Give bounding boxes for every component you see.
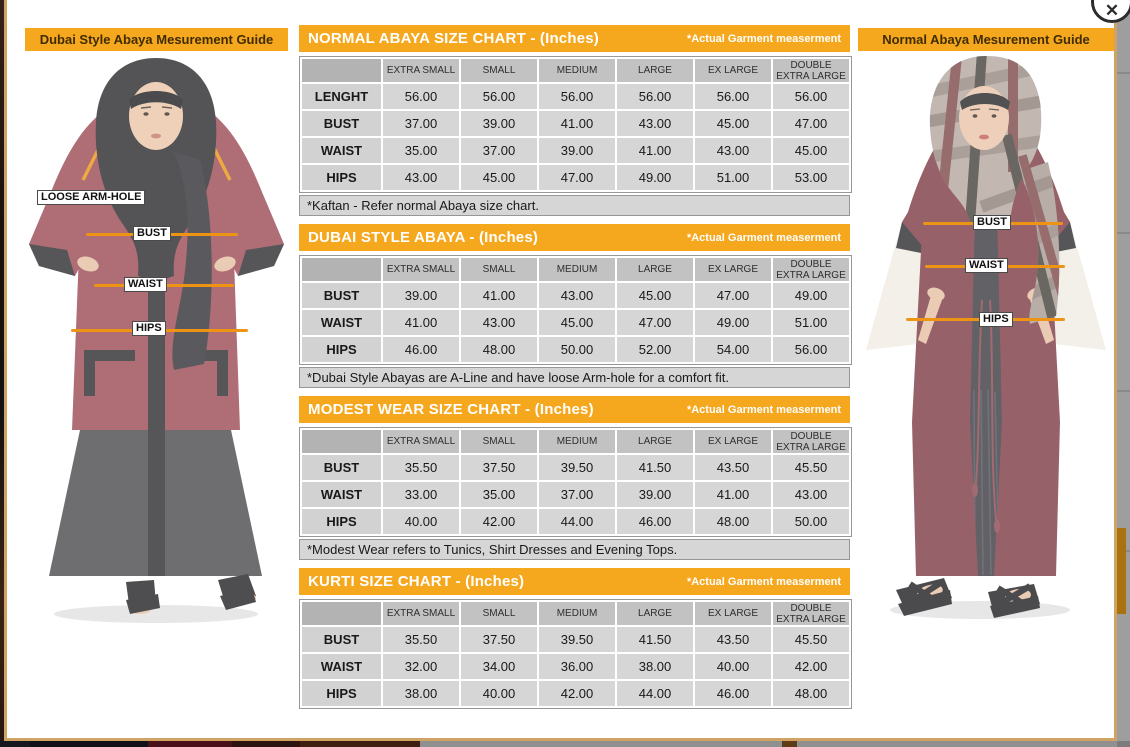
size-value: 53.00 xyxy=(773,165,849,190)
left-armhole-label: LOOSE ARM-HOLE xyxy=(37,190,145,205)
chart-note: *Actual Garment measerment xyxy=(686,575,841,588)
normal-abaya-figure-drawing xyxy=(858,52,1114,637)
column-header: LARGE xyxy=(617,430,693,453)
column-header: MEDIUM xyxy=(539,59,615,82)
chart-dubai-style-abaya xyxy=(299,224,850,388)
size-value: 37.00 xyxy=(461,138,537,163)
dubai-abaya-figure xyxy=(22,52,290,637)
chart-title-bar xyxy=(299,396,850,423)
column-header: EX LARGE xyxy=(695,602,771,625)
size-value: 41.00 xyxy=(617,138,693,163)
size-value: 56.00 xyxy=(695,84,771,109)
column-header: SMALL xyxy=(461,430,537,453)
size-value: 45.00 xyxy=(539,310,615,335)
chart-title: MODEST WEAR SIZE CHART - (Inches) xyxy=(308,401,594,418)
size-value: 42.00 xyxy=(461,509,537,534)
size-row xyxy=(302,84,849,109)
size-value: 39.50 xyxy=(539,627,615,652)
size-row xyxy=(302,337,849,362)
size-row xyxy=(302,482,849,507)
right-hips-label: HIPS xyxy=(979,312,1013,327)
chart-title-bar xyxy=(299,224,850,251)
column-header: LARGE xyxy=(617,59,693,82)
size-value: 47.00 xyxy=(695,283,771,308)
column-header: SMALL xyxy=(461,258,537,281)
size-row xyxy=(302,681,849,706)
normal-abaya-figure xyxy=(858,52,1114,637)
size-value: 41.00 xyxy=(383,310,459,335)
corner-cell xyxy=(302,430,381,453)
left-guide-title: Dubai Style Abaya Mesurement Guide xyxy=(39,32,274,47)
size-value: 41.00 xyxy=(539,111,615,136)
modal-border-left xyxy=(4,0,7,741)
size-row xyxy=(302,455,849,480)
size-value: 48.00 xyxy=(695,509,771,534)
row-label: WAIST xyxy=(302,654,381,679)
column-header: DOUBLE EXTRA LARGE xyxy=(773,430,849,453)
page-behind-right-strip xyxy=(1117,0,1130,747)
row-label: HIPS xyxy=(302,509,381,534)
page-behind-orange-element xyxy=(1117,528,1126,614)
size-value: 39.00 xyxy=(539,138,615,163)
column-header: EX LARGE xyxy=(695,258,771,281)
column-header: MEDIUM xyxy=(539,258,615,281)
size-value: 52.00 xyxy=(617,337,693,362)
row-label: BUST xyxy=(302,111,381,136)
size-row xyxy=(302,627,849,652)
column-header: MEDIUM xyxy=(539,430,615,453)
row-label: HIPS xyxy=(302,681,381,706)
chart-title-bar xyxy=(299,25,850,52)
column-header: EXTRA SMALL xyxy=(383,602,459,625)
size-row xyxy=(302,165,849,190)
size-value: 40.00 xyxy=(695,654,771,679)
size-value: 45.00 xyxy=(773,138,849,163)
size-value: 51.00 xyxy=(773,310,849,335)
size-table xyxy=(299,427,852,537)
size-row xyxy=(302,283,849,308)
size-value: 49.00 xyxy=(773,283,849,308)
column-header: DOUBLE EXTRA LARGE xyxy=(773,602,849,625)
row-label: HIPS xyxy=(302,337,381,362)
size-row xyxy=(302,138,849,163)
size-value: 43.00 xyxy=(539,283,615,308)
size-value: 49.00 xyxy=(617,165,693,190)
row-label: HIPS xyxy=(302,165,381,190)
size-value: 43.00 xyxy=(617,111,693,136)
size-value: 46.00 xyxy=(617,509,693,534)
column-header: EXTRA SMALL xyxy=(383,258,459,281)
size-value: 56.00 xyxy=(617,84,693,109)
dubai-abaya-figure-drawing xyxy=(22,52,290,637)
chart-title: KURTI SIZE CHART - (Inches) xyxy=(308,573,525,590)
size-value: 39.50 xyxy=(539,455,615,480)
corner-cell xyxy=(302,59,381,82)
size-value: 54.00 xyxy=(695,337,771,362)
size-value: 36.00 xyxy=(539,654,615,679)
size-value: 37.50 xyxy=(461,455,537,480)
size-row xyxy=(302,310,849,335)
size-row xyxy=(302,509,849,534)
size-value: 41.50 xyxy=(617,455,693,480)
row-label: LENGHT xyxy=(302,84,381,109)
right-waist-label: WAIST xyxy=(965,258,1008,273)
chart-footnote: *Dubai Style Abayas are A-Line and have loose Arm-hole for a comfort fit. xyxy=(299,367,850,388)
size-value: 37.50 xyxy=(461,627,537,652)
size-value: 45.50 xyxy=(773,627,849,652)
row-label: BUST xyxy=(302,627,381,652)
column-header: EXTRA SMALL xyxy=(383,430,459,453)
size-value: 40.00 xyxy=(383,509,459,534)
size-value: 41.50 xyxy=(617,627,693,652)
row-label: WAIST xyxy=(302,310,381,335)
size-value: 46.00 xyxy=(383,337,459,362)
size-value: 39.00 xyxy=(617,482,693,507)
chart-footnote: *Kaftan - Refer normal Abaya size chart. xyxy=(299,195,850,216)
page-behind-bottom-strip xyxy=(0,741,1130,747)
size-value: 50.00 xyxy=(539,337,615,362)
size-value: 43.00 xyxy=(695,138,771,163)
size-value: 40.00 xyxy=(461,681,537,706)
size-value: 37.00 xyxy=(383,111,459,136)
size-value: 49.00 xyxy=(695,310,771,335)
column-header: EX LARGE xyxy=(695,59,771,82)
modal-border-right xyxy=(1114,0,1117,741)
size-value: 45.00 xyxy=(695,111,771,136)
size-value: 32.00 xyxy=(383,654,459,679)
size-value: 41.00 xyxy=(695,482,771,507)
size-value: 56.00 xyxy=(383,84,459,109)
chart-title: NORMAL ABAYA SIZE CHART - (Inches) xyxy=(308,30,599,47)
column-header: EX LARGE xyxy=(695,430,771,453)
size-value: 56.00 xyxy=(773,337,849,362)
size-value: 35.50 xyxy=(383,627,459,652)
size-row xyxy=(302,111,849,136)
size-value: 45.00 xyxy=(617,283,693,308)
size-table xyxy=(299,599,852,709)
size-value: 44.00 xyxy=(617,681,693,706)
corner-cell xyxy=(302,602,381,625)
corner-cell xyxy=(302,258,381,281)
size-charts-column xyxy=(299,25,850,709)
size-value: 39.00 xyxy=(461,111,537,136)
size-table xyxy=(299,255,852,365)
chart-note: *Actual Garment measerment xyxy=(686,231,841,244)
row-label: WAIST xyxy=(302,138,381,163)
size-value: 43.00 xyxy=(383,165,459,190)
size-value: 38.00 xyxy=(383,681,459,706)
column-header: SMALL xyxy=(461,59,537,82)
size-value: 48.00 xyxy=(773,681,849,706)
row-label: WAIST xyxy=(302,482,381,507)
size-value: 43.00 xyxy=(773,482,849,507)
size-table xyxy=(299,56,852,193)
size-value: 45.50 xyxy=(773,455,849,480)
size-value: 38.00 xyxy=(617,654,693,679)
column-header: EXTRA SMALL xyxy=(383,59,459,82)
size-value: 33.00 xyxy=(383,482,459,507)
right-bust-label: BUST xyxy=(973,215,1011,230)
row-label: BUST xyxy=(302,283,381,308)
size-value: 35.00 xyxy=(383,138,459,163)
column-header: LARGE xyxy=(617,258,693,281)
column-header: MEDIUM xyxy=(539,602,615,625)
chart-kurti xyxy=(299,568,850,709)
size-value: 42.00 xyxy=(773,654,849,679)
size-value: 43.50 xyxy=(695,627,771,652)
size-value: 56.00 xyxy=(461,84,537,109)
chart-note: *Actual Garment measerment xyxy=(686,403,841,416)
size-value: 35.50 xyxy=(383,455,459,480)
size-value: 48.00 xyxy=(461,337,537,362)
right-guide-title: Normal Abaya Mesurement Guide xyxy=(882,32,1090,47)
chart-title: DUBAI STYLE ABAYA - (Inches) xyxy=(308,229,539,246)
size-value: 35.00 xyxy=(461,482,537,507)
row-label: BUST xyxy=(302,455,381,480)
chart-title-bar xyxy=(299,568,850,595)
size-value: 41.00 xyxy=(461,283,537,308)
size-value: 43.00 xyxy=(461,310,537,335)
size-value: 44.00 xyxy=(539,509,615,534)
left-bust-label: BUST xyxy=(133,226,171,241)
left-waist-label: WAIST xyxy=(124,277,167,292)
chart-footnote: *Modest Wear refers to Tunics, Shirt Dresses and Evening Tops. xyxy=(299,539,850,560)
column-header: DOUBLE EXTRA LARGE xyxy=(773,59,849,82)
size-value: 39.00 xyxy=(383,283,459,308)
size-value: 47.00 xyxy=(539,165,615,190)
left-guide-header xyxy=(25,28,288,51)
size-value: 50.00 xyxy=(773,509,849,534)
size-value: 46.00 xyxy=(695,681,771,706)
size-value: 47.00 xyxy=(773,111,849,136)
column-header: LARGE xyxy=(617,602,693,625)
size-value: 56.00 xyxy=(773,84,849,109)
size-value: 51.00 xyxy=(695,165,771,190)
size-value: 42.00 xyxy=(539,681,615,706)
chart-normal-abaya xyxy=(299,25,850,216)
chart-note: *Actual Garment measerment xyxy=(686,32,841,45)
size-value: 56.00 xyxy=(539,84,615,109)
size-value: 43.50 xyxy=(695,455,771,480)
chart-modest-wear xyxy=(299,396,850,560)
size-row xyxy=(302,654,849,679)
size-value: 45.00 xyxy=(461,165,537,190)
column-header: DOUBLE EXTRA LARGE xyxy=(773,258,849,281)
size-value: 47.00 xyxy=(617,310,693,335)
column-header: SMALL xyxy=(461,602,537,625)
close-icon: ✕ xyxy=(1104,1,1120,20)
left-hips-label: HIPS xyxy=(132,321,166,336)
size-value: 37.00 xyxy=(539,482,615,507)
size-value: 34.00 xyxy=(461,654,537,679)
right-guide-header xyxy=(858,28,1114,51)
